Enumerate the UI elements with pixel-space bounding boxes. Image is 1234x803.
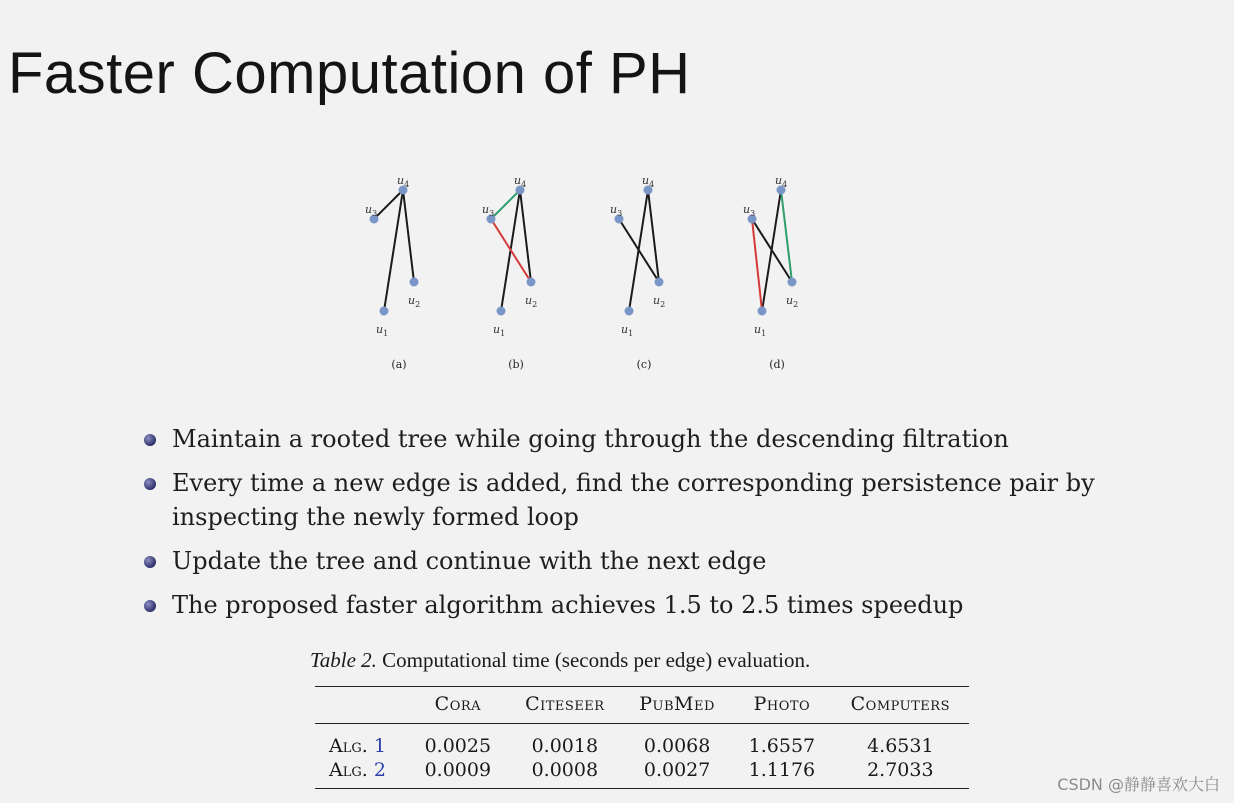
node-label: $u_3$ [482, 203, 495, 218]
node-label: $u_3$ [365, 203, 378, 218]
algorithm-ref-link[interactable]: 1 [373, 735, 386, 757]
graph-node [625, 307, 634, 316]
bullet-text: Every time a new edge is added, find the corresponding persistence pair by inspecting the newly formed loop [172, 469, 1095, 531]
table-header-cell: Photo [753, 693, 811, 715]
node-label: $u_1$ [621, 323, 634, 338]
graph-panel [743, 174, 798, 371]
table-header-row [315, 687, 969, 724]
row-label-text: Alg. [329, 735, 368, 757]
table-cell: 0.0068 [643, 735, 711, 757]
graph-panel [365, 174, 420, 371]
table-caption-label: Table 2. [310, 648, 377, 672]
table-cell: 0.0018 [531, 735, 599, 757]
graph-node [497, 307, 506, 316]
graph-edge [403, 190, 414, 282]
node-label: $u_1$ [754, 323, 767, 338]
bullet-item [140, 544, 1100, 578]
watermark: CSDN @静静喜欢大白 [1057, 775, 1220, 794]
bullet-dot-icon [144, 600, 156, 612]
bullet-text: Maintain a rooted tree while going through the descending filtration [172, 425, 1009, 453]
table-header-cell: Computers [850, 693, 950, 715]
table-cell: 0.0008 [531, 759, 599, 781]
node-label: $u_2$ [786, 294, 799, 309]
panel-caption: (d) [769, 358, 785, 371]
node-label: $u_3$ [610, 203, 623, 218]
table-cell: 4.6531 [867, 735, 934, 757]
graph-figure [355, 168, 825, 378]
bullet-list [140, 422, 1100, 632]
table-header-cell: Cora [434, 693, 482, 715]
node-label: $u_4$ [514, 174, 527, 189]
graph-node [410, 278, 419, 287]
graph-node [655, 278, 664, 287]
table-caption-text: Computational time (seconds per edge) evaluation. [376, 648, 811, 672]
table-row [315, 758, 969, 789]
graph-figure-svg [355, 168, 825, 378]
table-cell: 1.1176 [748, 759, 816, 781]
bullet-dot-icon [144, 478, 156, 490]
table-row [315, 724, 969, 759]
node-label: $u_1$ [376, 323, 389, 338]
node-label: $u_4$ [397, 174, 410, 189]
node-label: $u_2$ [408, 294, 421, 309]
row-label [315, 758, 408, 789]
results-table [315, 686, 969, 789]
table-cell: 2.7033 [867, 759, 934, 781]
bullet-item [140, 422, 1100, 456]
panel-caption: (c) [636, 358, 652, 371]
table-cell: 0.0025 [424, 735, 492, 757]
table-cell: 1.6557 [748, 735, 816, 757]
slide-title: Faster Computation of PH [8, 41, 691, 106]
graph-edge [384, 190, 403, 311]
table-header-cell: PubMed [639, 693, 715, 715]
table-cell: 0.0009 [424, 759, 492, 781]
graph-node [380, 307, 389, 316]
graph-node [527, 278, 536, 287]
node-label: $u_3$ [743, 203, 756, 218]
bullet-dot-icon [144, 434, 156, 446]
bullet-text: The proposed faster algorithm achieves 1.5 to 2.5 times speedup [172, 591, 964, 619]
bullet-item [140, 466, 1100, 534]
algorithm-ref-link[interactable]: 2 [373, 759, 386, 781]
graph-node [758, 307, 767, 316]
graph-panel [482, 174, 537, 371]
row-label-text: Alg. [329, 759, 368, 781]
node-label: $u_4$ [775, 174, 788, 189]
row-label [315, 724, 408, 759]
bullet-item [140, 588, 1100, 622]
bullet-text: Update the tree and continue with the next edge [172, 547, 767, 575]
node-label: $u_4$ [642, 174, 655, 189]
table-cell: 0.0027 [643, 759, 711, 781]
node-label: $u_2$ [525, 294, 538, 309]
graph-panel [610, 174, 665, 371]
bullet-dot-icon [144, 556, 156, 568]
graph-node [788, 278, 797, 287]
panel-caption: (b) [508, 358, 524, 371]
node-label: $u_2$ [653, 294, 666, 309]
panel-caption: (a) [391, 358, 407, 371]
table-header-cell: Citeseer [525, 693, 605, 715]
table-caption [310, 648, 810, 673]
node-label: $u_1$ [493, 323, 506, 338]
table-header-cell [315, 687, 408, 724]
